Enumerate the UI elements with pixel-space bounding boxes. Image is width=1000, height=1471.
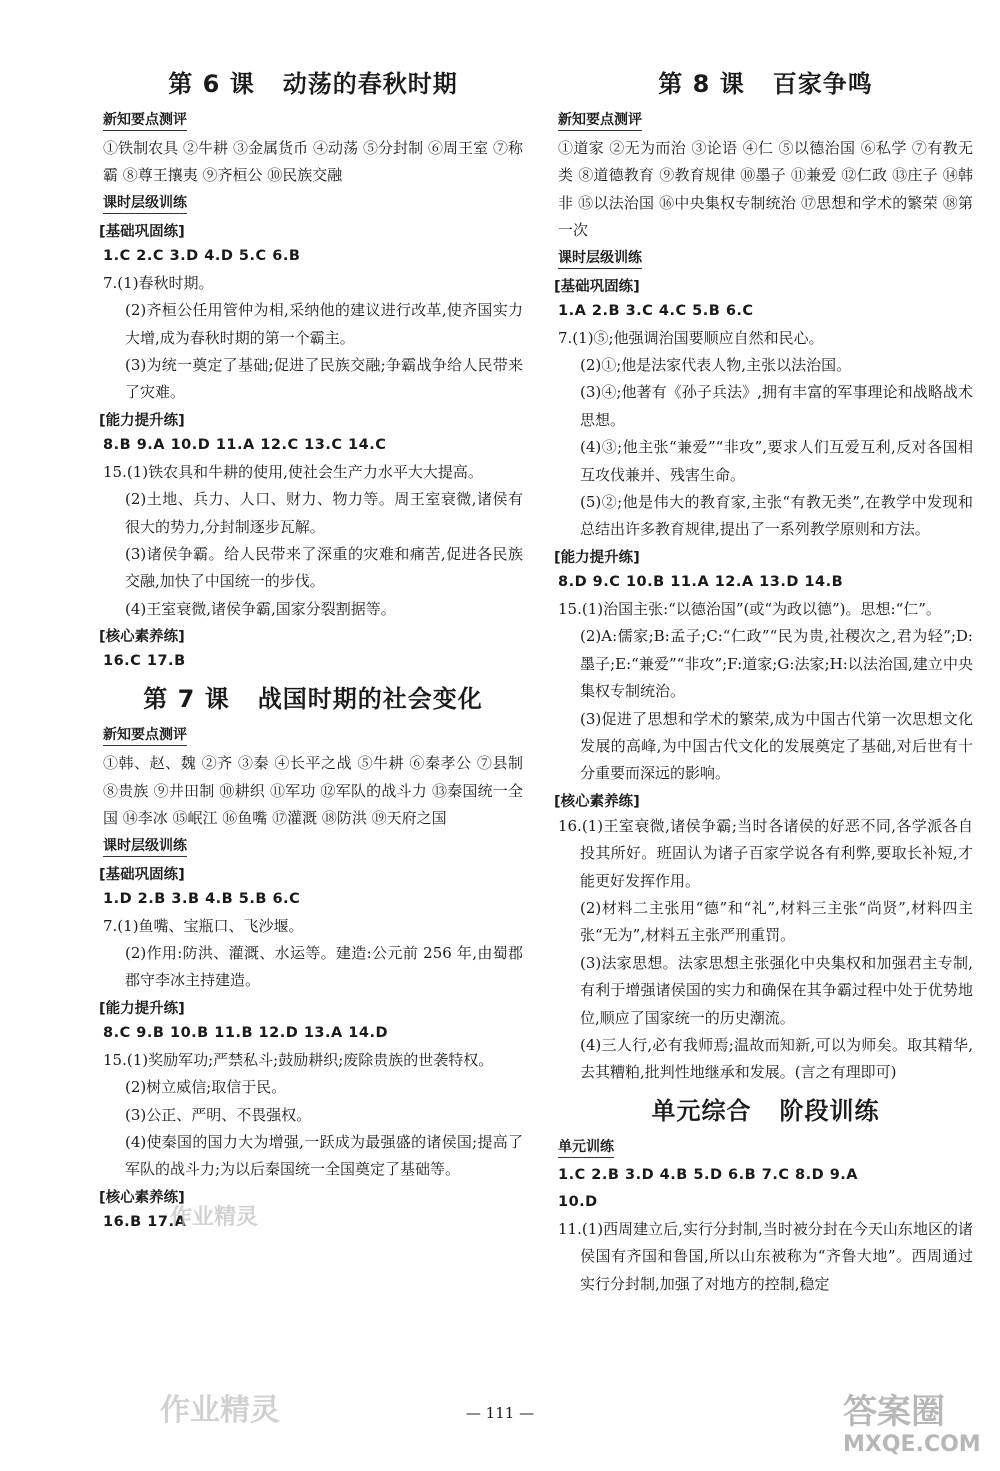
q15-line: (3)促进了思想和学术的繁荣,成为中国古代第一次思想文化发展的高峰,为中国古代文化的发展奠定了基础,对后世有十分重要而深远的影响。: [580, 709, 973, 783]
q16-line: (3)法家思想。法家思想主张强化中央集权和加强君主专制,有利于增强诸侯国的实力和确保在其争霸过程中处于优势地位,顺应了国家统一的历史潮流。: [580, 953, 973, 1027]
watermark-text: 作业精灵: [160, 1393, 280, 1428]
q7-line: (2)作用:防洪、灌溉、水运等。建造:公元前 256 年,由蜀郡郡守李冰主持建造。: [125, 943, 523, 990]
section-keshi: 课时层级训练: [103, 835, 187, 857]
q15-line: (4)使秦国的国力大为增强,一跃成为最强盛的诸侯国;提高了军队的战斗力;为以后秦国统一全国奠定了基础等。: [125, 1132, 523, 1179]
section-hexin: [核心素养练]: [99, 629, 185, 646]
section-jichu: [基础巩固练]: [554, 278, 640, 295]
page-number: — 111 —: [465, 1404, 535, 1422]
q15-line: 15.(1)铁农具和牛耕的使用,使社会生产力水平大大提高。: [103, 462, 483, 481]
q16-line: (4)三人行,必有我师焉;温故而知新,可以为师矣。取其精华,去其糟粕,批判性地继承和发展。(言之有理即可): [580, 1035, 973, 1082]
unit-answers: 10.D: [558, 1193, 598, 1210]
q15-line: (3)诸侯争霸。给人民带来了深重的灾难和痛苦,促进各民族交融,加快了中国统一的步伐。: [125, 545, 523, 591]
jichu-answers: 1.D 2.B 3.B 4.B 5.B 6.C: [103, 890, 301, 907]
watermark-url: MXQE.COM: [843, 1432, 981, 1457]
section-xinzhi: 新知要点测评: [103, 724, 187, 746]
q15-line: 15.(1)治国主张:“以德治国”(或“为政以德”)。思想:“仁”。: [558, 599, 941, 618]
q7-line: (2)①;他是法家代表人物,主张以法治国。: [580, 356, 852, 375]
q7-line: 7.(1)春秋时期。: [103, 273, 214, 292]
section-hexin: [核心素养练]: [99, 1189, 185, 1206]
unit-answers: 1.C 2.B 3.D 4.B 5.D 6.B 7.C 8.D 9.A: [558, 1166, 859, 1183]
section-nengli: [能力提升练]: [99, 1000, 185, 1017]
q15-line: 15.(1)奖励军功;严禁私斗;鼓励耕织;废除贵族的世袭特权。: [103, 1050, 494, 1069]
q15-line: (2)A:儒家;B:孟子;C:“仁政”“民为贵,社稷次之,君为轻”;D:墨子;E:“兼爱”“非攻”;F:道家;G:法家;H:以法治国,建立中央集权专制统治。: [580, 627, 973, 701]
section-jichu: [基础巩固练]: [99, 866, 185, 883]
section-unit-training: 单元训练: [558, 1136, 614, 1158]
lesson-7-title: 第 7 课 战国时期的社会变化: [143, 685, 483, 714]
xinzhi-answers: ①韩、赵、魏 ②齐 ③秦 ④长平之战 ⑤牛耕 ⑥秦孝公 ⑦县制 ⑧贵族 ⑨井田制 ⑩耕织 ⑪军功 ⑫军队的战斗力 ⑬秦国统一全国 ⑭李冰 ⑮岷江 ⑯鱼嘴 ⑰灌溉 ⑱防洪 ⑲天府之国: [103, 754, 523, 828]
q7-line: (3)为统一奠定了基础;促进了民族交融;争霸战争给人民带来了灾难。: [125, 356, 523, 402]
right-column: [554, 60, 973, 1298]
q7-line: 7.(1)鱼嘴、宝瓶口、飞沙堰。: [103, 916, 304, 935]
nengli-answers: 8.D 9.C 10.B 11.A 12.A 13.D 14.B: [558, 573, 844, 590]
q11-line: 11.(1)西周建立后,实行分封制,当时被分封在今天山东地区的诸侯国有齐国和鲁国,所以山东被称为“齐鲁大地”。西周通过实行分封制,加强了对地方的控制,稳定: [558, 1219, 973, 1293]
xinzhi-answers: ①铁制农具 ②牛耕 ③金属货币 ④动荡 ⑤分封制 ⑥周王室 ⑦称霸 ⑧尊王攘夷 ⑨齐桓公 ⑩民族交融: [103, 139, 523, 185]
jichu-answers: 1.C 2.C 3.D 4.D 5.C 6.B: [103, 247, 301, 264]
watermark-logo: [843, 1384, 983, 1464]
q15-line: (2)树立威信;取信于民。: [125, 1078, 287, 1097]
xinzhi-answers: ①道家 ②无为而治 ③论语 ④仁 ⑤以德治国 ⑥私学 ⑦有教无类 ⑧道德教育 ⑨教育规律 ⑩墨子 ⑪兼爱 ⑫仁政 ⑬庄子 ⑭韩非 ⑮以法治国 ⑯中央集权专制统治 ⑰思想和学术的繁荣 ⑱第一次: [558, 139, 973, 240]
nengli-answers: 8.B 9.A 10.D 11.A 12.C 13.C 14.C: [103, 436, 387, 453]
nengli-answers: 8.C 9.B 10.B 11.B 12.D 13.A 14.D: [103, 1024, 389, 1041]
hexin-answers: 16.B 17.A: [103, 1213, 187, 1230]
section-nengli: [能力提升练]: [554, 549, 640, 566]
unit-title: 单元综合 阶段训练: [651, 1096, 880, 1125]
left-column: [99, 60, 523, 1236]
jichu-answers: 1.A 2.B 3.C 4.C 5.B 6.C: [558, 302, 754, 319]
section-jichu: [基础巩固练]: [99, 223, 185, 240]
section-hexin: [核心素养练]: [554, 793, 640, 810]
q7-line: (5)②;他是伟大的教育家,主张“有教无类”,在教学中发现和总结出许多教育规律,提出了一系列教学原则和方法。: [580, 493, 973, 539]
section-nengli: [能力提升练]: [99, 412, 185, 429]
q15-line: (4)王室衰微,诸侯争霸,国家分裂割据等。: [125, 599, 396, 618]
q16-line: (2)材料二主张用“德”和“礼”,材料三主张“尚贤”,材料四主张“无为”,材料五主张严刑重罚。: [580, 898, 973, 945]
q15-line: (3)公正、严明、不畏强权。: [125, 1105, 312, 1124]
q7-line: 7.(1)⑤;他强调治国要顺应自然和民心。: [558, 328, 824, 347]
lesson-8-title: 第 8 课 百家争鸣: [658, 70, 873, 98]
watermark-text: 作业精灵: [170, 1205, 259, 1230]
q7-line: (4)③;他主张“兼爱”“非攻”,要求人们互爱互利,反对各国相互攻伐兼并、残害生命。: [580, 438, 973, 484]
section-xinzhi: 新知要点测评: [103, 109, 187, 131]
lesson-6-title: 第 6 课 动荡的春秋时期: [168, 70, 458, 98]
section-keshi: 课时层级训练: [558, 247, 642, 269]
q15-line: (2)土地、兵力、人口、财力、物力等。周王室衰微,诸侯有很大的势力,分封制逐步瓦解。: [125, 490, 523, 536]
q16-line: 16.(1)王室衰微,诸侯争霸;当时各诸侯的好恶不同,各学派各自投其所好。班固认为诸子百家学说各有利弊,要取长补短,才能更好发挥作用。: [558, 816, 973, 890]
section-keshi: 课时层级训练: [103, 192, 187, 214]
hexin-answers: 16.C 17.B: [103, 653, 186, 670]
watermark-logo-text: 答案圈: [843, 1392, 945, 1432]
section-xinzhi: 新知要点测评: [558, 109, 642, 131]
q7-line: (3)④;他著有《孙子兵法》,拥有丰富的军事理论和战略战术思想。: [580, 383, 973, 429]
q7-line: (2)齐桓公任用管仲为相,采纳他的建议进行改革,使齐国实力大增,成为春秋时期的第一个霸主。: [125, 301, 523, 347]
